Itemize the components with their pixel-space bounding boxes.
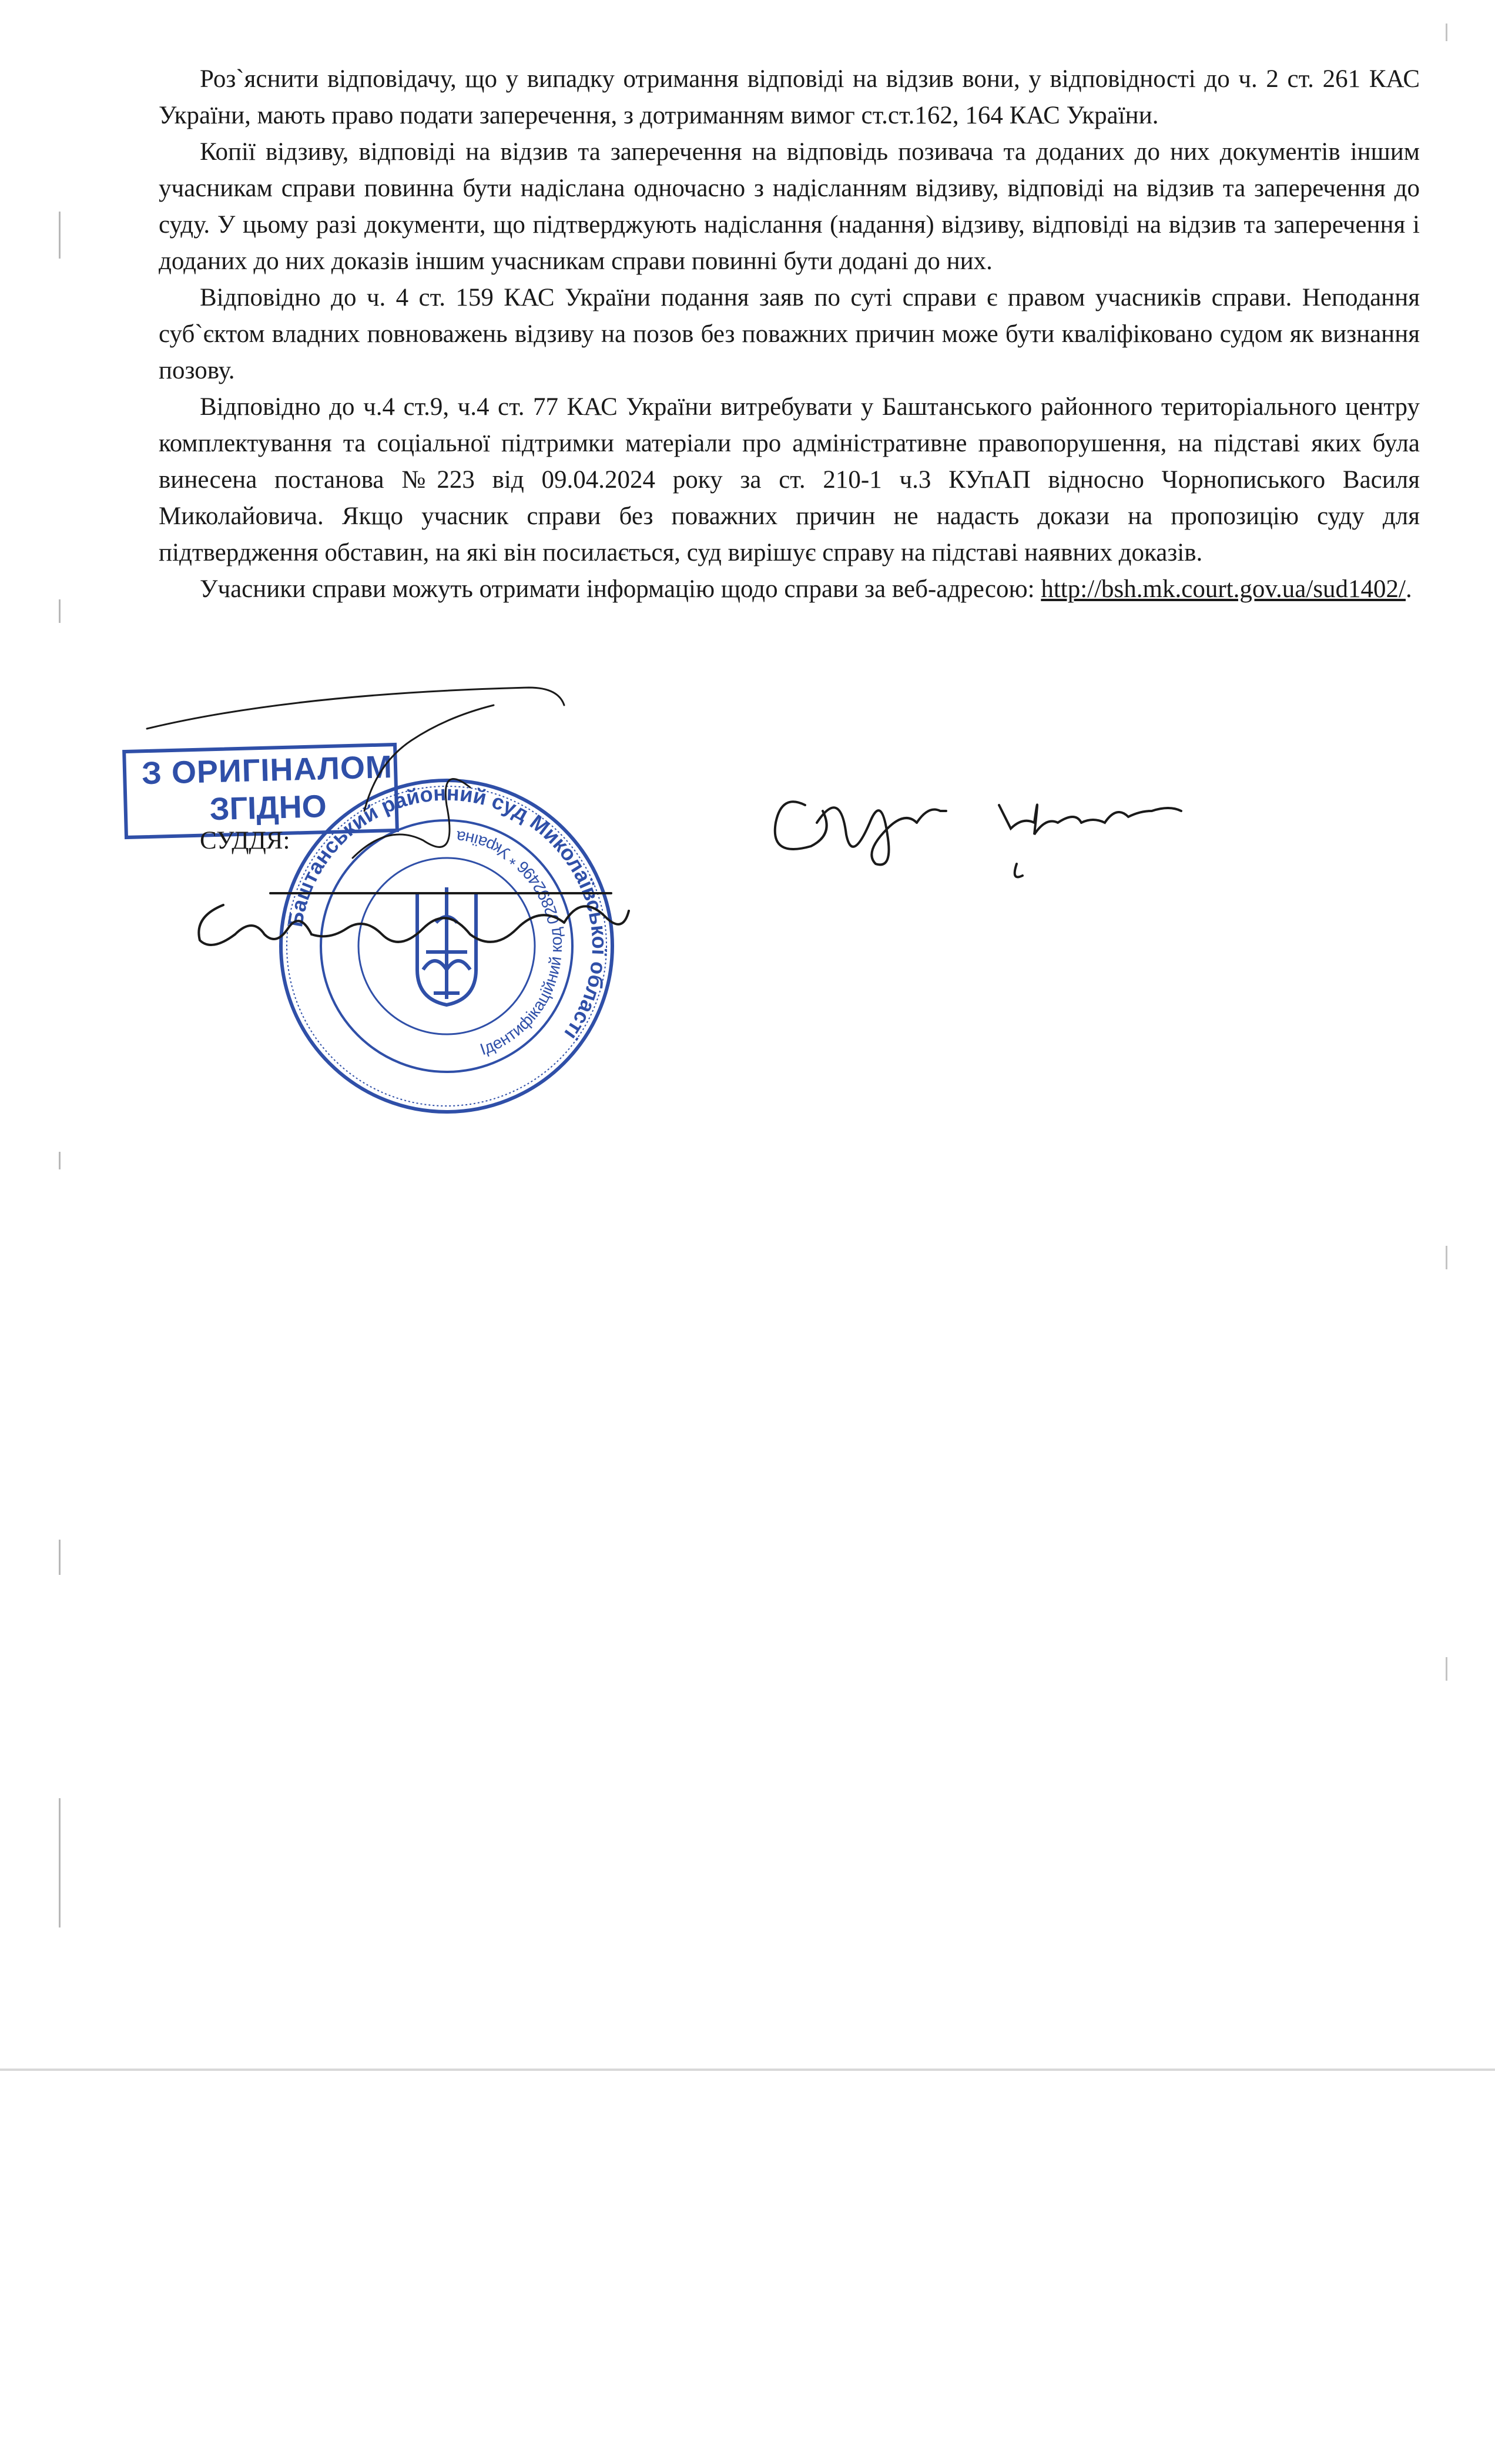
judge-label: СУДДЯ: bbox=[200, 827, 290, 854]
paragraph-copies: Копії відзиву, відповіді на відзив та заперечення на відповідь позивача та доданих до них документів іншим учасникам справи повинна бути надіслана одночасно з надісланням відзиву, відповіді на відзив та заперечення до суду. У цьому разі документи, що підтверджують надіслання (надання) відзиву, відповіді на відзив та заперечення і доданих до них доказів іншим учасникам справи повинні бути додані до них. bbox=[159, 138, 1420, 275]
trident-icon bbox=[417, 887, 476, 1005]
document-body bbox=[159, 61, 1420, 608]
paragraph-reply-objection: Роз`яснити відповідачу, що у випадку отримання відповіді на відзив вони, у відповідності до ч. 2 ст. 261 КАС України, мають право подати заперечення, з дотриманням вимог ст.ст.162, 164 КАС України. bbox=[159, 65, 1420, 129]
scan-margin-marks bbox=[59, 35, 62, 2033]
paragraph-statements: Відповідно до ч. 4 ст. 159 КАС України подання заяв по суті справи є правом учасників справи. Неподання суб`єктом владних повноважень відзиву на позов без поважних причин може бути кваліфіковано судом як визнання позову. bbox=[159, 284, 1420, 384]
scan-page-edge bbox=[0, 2069, 1495, 2071]
seal-outer-text: Баштанський районний суд Миколаївської області bbox=[283, 780, 612, 1045]
scan-right-marks bbox=[1446, 24, 1449, 2022]
stamp-line-original: З ОРИГІНАЛОМ bbox=[141, 749, 393, 792]
court-website-link[interactable]: http://bsh.mk.court.gov.ua/sud1402/ bbox=[1041, 575, 1406, 603]
seal-inner-text: Ідентифікаційний код 02892496 * Україна bbox=[455, 827, 566, 1059]
case-info-end: . bbox=[1406, 575, 1412, 603]
case-info-text: Учасники справи можуть отримати інформацію щодо справи за веб-адресою: bbox=[200, 575, 1041, 603]
judge-signature bbox=[775, 802, 1181, 877]
paragraph-case-info bbox=[159, 571, 1420, 608]
paragraph-evidence-request: Відповідно до ч.4 ст.9, ч.4 ст. 77 КАС України витребувати у Баштанського районного територіального центру комплектування та соціальної підтримки матеріали про адміністративне правопорушення, на підставі яких була винесена постанова №223 від 09.04.2024 року за ст. 210-1 ч.3 КУпАП відносно Чорнописького Василя Миколайовича. Якщо учасник справи без поважних причин не надасть докази на пропозицію суду для підтвердження обставин, на які він посилається, суд вирішує справу на підставі наявних доказів. bbox=[159, 393, 1420, 566]
court-seal bbox=[276, 776, 617, 1117]
stamp-line-agreed: ЗГІДНО bbox=[209, 789, 327, 827]
